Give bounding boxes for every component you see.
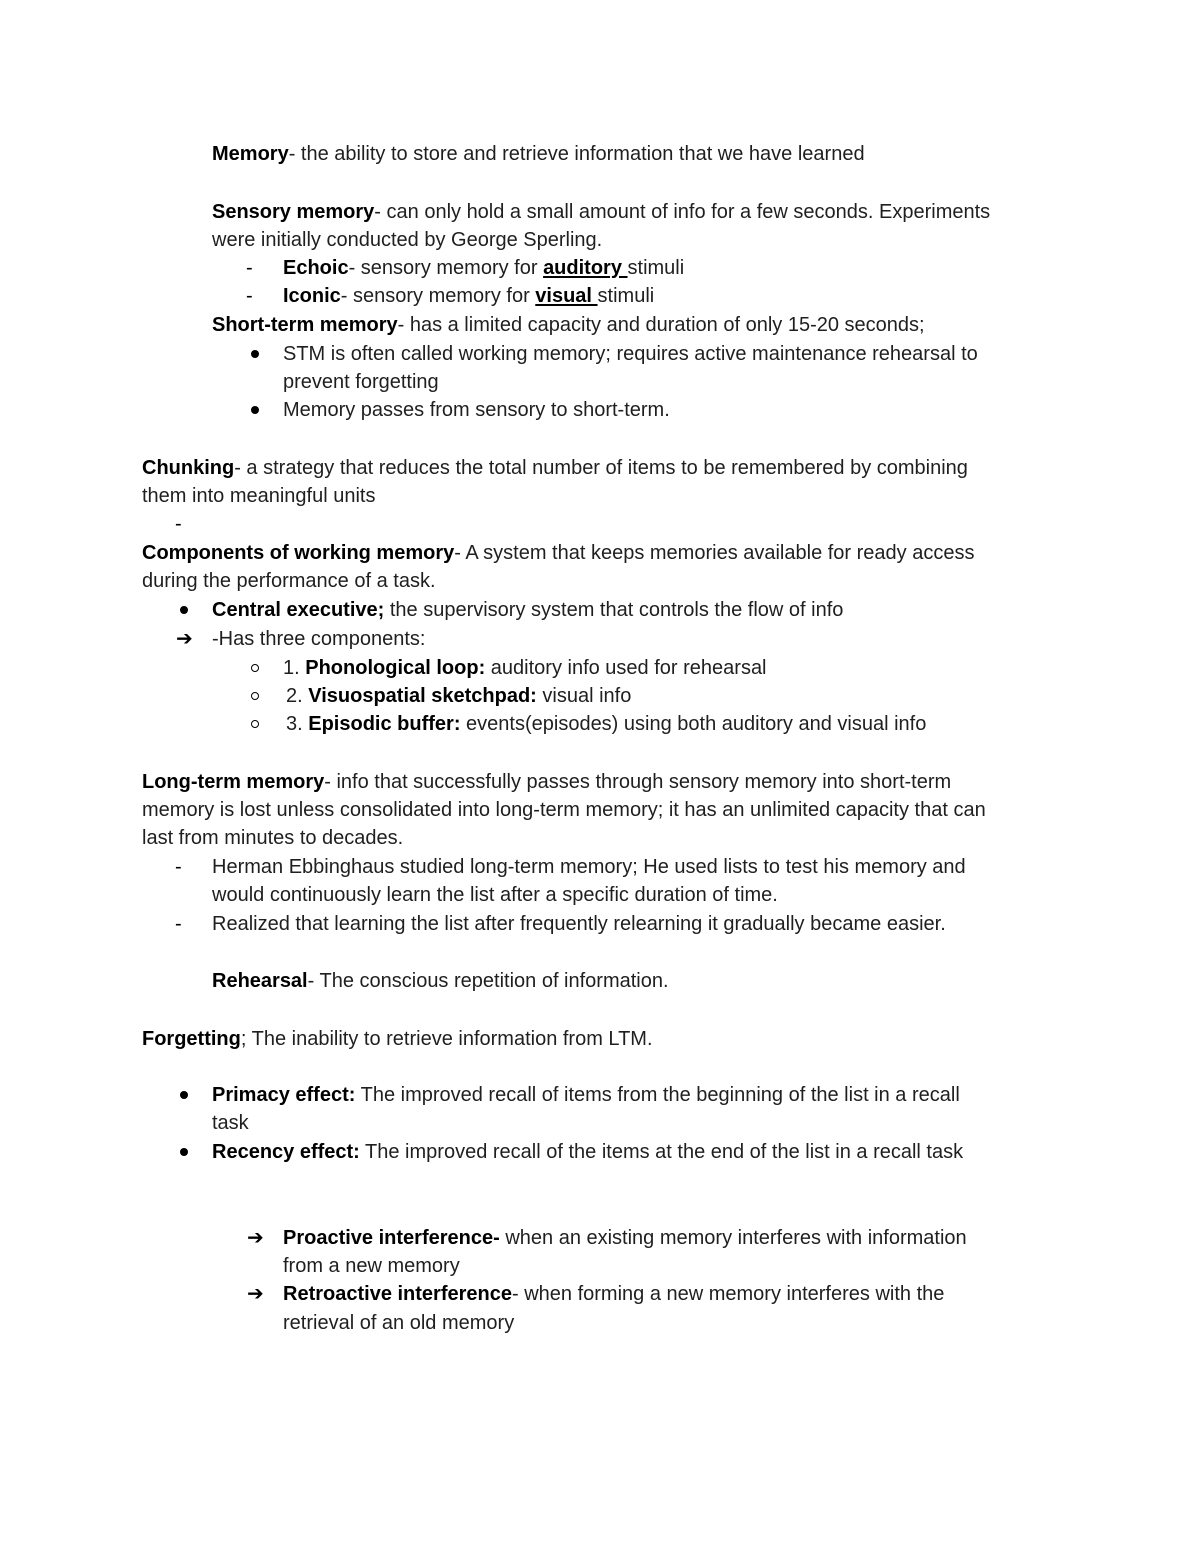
list-item: Realized that learning the list after frequently relearning it gradually became easier. <box>212 913 946 935</box>
iconic-term: Iconic <box>283 285 341 307</box>
long-term-memory-definition: Long-term memory- info that successfully passes through sensory memory into short-term <box>142 771 952 793</box>
auditory-emphasis: auditory <box>543 257 628 279</box>
dash-marker: - <box>246 257 253 279</box>
central-executive-item: Central executive; the supervisory system that controls the flow of info <box>212 599 844 621</box>
phonological-loop-term: Phonological loop: <box>305 657 486 679</box>
chunking-definition-cont: them into meaningful units <box>142 485 376 507</box>
rehearsal-definition: Rehearsal- The conscious repetition of information. <box>212 970 669 992</box>
dash-marker: - <box>246 285 253 307</box>
forgetting-term: Forgetting <box>142 1028 241 1050</box>
primacy-effect-item-cont: task <box>212 1112 249 1134</box>
primacy-effect-item: Primacy effect: The improved recall of items from the beginning of the list in a recall <box>212 1084 960 1106</box>
echoic-item: Echoic- sensory memory for auditory stimuli <box>283 257 685 279</box>
dash-marker: - <box>175 913 182 935</box>
list-item: Herman Ebbinghaus studied long-term memory; He used lists to test his memory and <box>212 856 966 878</box>
short-term-memory-term: Short-term memory <box>212 314 398 336</box>
primacy-effect-term: Primacy effect: <box>212 1084 356 1106</box>
list-item-cont: prevent forgetting <box>283 371 439 393</box>
bullet-circle-icon <box>251 664 259 672</box>
bullet-dot-icon <box>251 350 259 358</box>
recency-effect-item: Recency effect: The improved recall of the items at the end of the list in a recall task <box>212 1141 964 1163</box>
bullet-dot-icon <box>251 406 259 414</box>
component-item: 3. Episodic buffer: events(episodes) using both auditory and visual info <box>286 713 927 735</box>
rehearsal-term: Rehearsal <box>212 970 308 992</box>
recency-effect-term: Recency effect: <box>212 1141 360 1163</box>
long-term-memory-definition-cont: last from minutes to decades. <box>142 827 404 849</box>
list-item: STM is often called working memory; requires active maintenance rehearsal to <box>283 343 978 365</box>
short-term-memory-definition: Short-term memory- has a limited capacity and duration of only 15-20 seconds; <box>212 314 925 336</box>
list-item-cont: would continuously learn the list after a specific duration of time. <box>212 884 778 906</box>
memory-definition: Memory- the ability to store and retrieve information that we have learned <box>212 143 865 165</box>
arrow-right-icon: ➔ <box>247 1283 264 1305</box>
sensory-memory-term: Sensory memory <box>212 201 375 223</box>
component-item: 1. Phonological loop: auditory info used for rehearsal <box>283 657 767 679</box>
long-term-memory-term: Long-term memory <box>142 771 325 793</box>
working-memory-definition-cont: during the performance of a task. <box>142 570 436 592</box>
visuospatial-sketchpad-term: Visuospatial sketchpad: <box>308 685 537 707</box>
proactive-interference-term: Proactive interference- <box>283 1227 500 1249</box>
episodic-buffer-term: Episodic buffer: <box>308 713 461 735</box>
retroactive-interference-term: Retroactive interference <box>283 1283 512 1305</box>
working-memory-definition: Components of working memory- A system that keeps memories available for ready access <box>142 542 975 564</box>
sensory-memory-definition-cont: were initially conducted by George Sperling. <box>212 229 603 251</box>
dash-marker: - <box>175 856 182 878</box>
echoic-term: Echoic <box>283 257 349 279</box>
proactive-interference-item: Proactive interference- when an existing memory interferes with information <box>283 1227 967 1249</box>
arrow-right-icon: ➔ <box>247 1227 264 1249</box>
bullet-dot-icon <box>180 1148 188 1156</box>
sensory-memory-definition: Sensory memory- can only hold a small amount of info for a few seconds. Experiments <box>212 201 991 223</box>
iconic-item: Iconic- sensory memory for visual stimuli <box>283 285 655 307</box>
has-three-components: -Has three components: <box>212 628 426 650</box>
visual-emphasis: visual <box>535 285 598 307</box>
component-item: 2. Visuospatial sketchpad: visual info <box>286 685 632 707</box>
working-memory-term: Components of working memory <box>142 542 455 564</box>
bullet-circle-icon <box>251 692 259 700</box>
chunking-definition: Chunking- a strategy that reduces the total number of items to be remembered by combining <box>142 457 968 479</box>
list-item: Memory passes from sensory to short-term. <box>283 399 670 421</box>
chunking-term: Chunking <box>142 457 235 479</box>
dash-marker: - <box>175 513 182 535</box>
forgetting-definition: Forgetting; The inability to retrieve information from LTM. <box>142 1028 653 1050</box>
bullet-dot-icon <box>180 1091 188 1099</box>
central-executive-term: Central executive; <box>212 599 385 621</box>
retroactive-interference-item-cont: retrieval of an old memory <box>283 1312 515 1334</box>
long-term-memory-definition-cont: memory is lost unless consolidated into long-term memory; it has an unlimited capacity that can <box>142 799 986 821</box>
arrow-right-icon: ➔ <box>176 628 193 650</box>
bullet-dot-icon <box>180 606 188 614</box>
bullet-circle-icon <box>251 720 259 728</box>
retroactive-interference-item: Retroactive interference- when forming a new memory interferes with the <box>283 1283 945 1305</box>
memory-term: Memory <box>212 143 289 165</box>
proactive-interference-item-cont: from a new memory <box>283 1255 460 1277</box>
